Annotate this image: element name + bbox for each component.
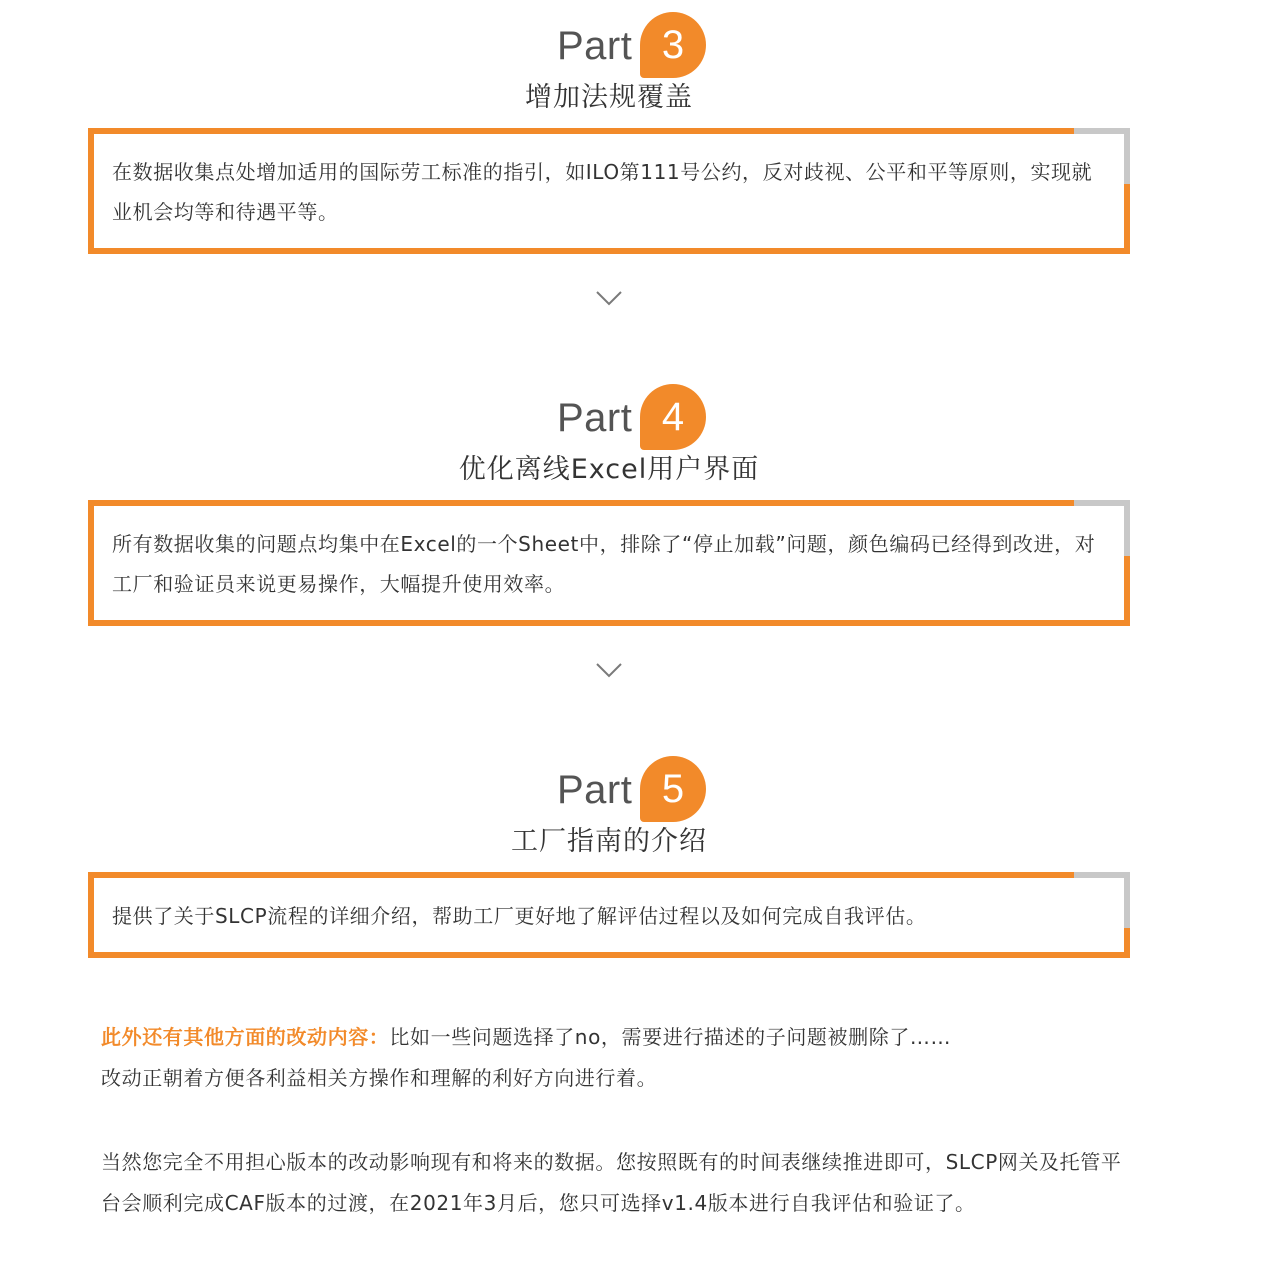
part-content: 所有数据收集的问题点均集中在Excel的一个Sheet中，排除了“停止加载”问题，颜色编码已经得到改进，对工厂和验证员来说更易操作，大幅提升使用效率。 bbox=[112, 532, 1096, 596]
chevron-down-icon bbox=[596, 662, 622, 678]
other-changes-line2: 改动正朝着方便各利益相关方操作和理解的利好方向进行着。 bbox=[101, 1066, 658, 1090]
part-content: 在数据收集点处增加适用的国际劳工标准的指引，如ILO第111号公约，反对歧视、公平和平等原则，实现就业机会均等和待遇平等。 bbox=[112, 160, 1093, 224]
part-title: 优化离线Excel用户界面 bbox=[458, 454, 760, 485]
other-changes-paragraph bbox=[101, 1017, 1141, 1099]
part-word: Part bbox=[557, 768, 633, 812]
part-title: 增加法规覆盖 bbox=[525, 82, 693, 113]
part-word: Part bbox=[557, 396, 633, 440]
part-5-content-box bbox=[88, 872, 1130, 958]
part-title: 工厂指南的介绍 bbox=[511, 826, 707, 857]
other-changes-text: 比如一些问题选择了no，需要进行描述的子问题被删除了…… bbox=[389, 1025, 952, 1049]
part-3-header bbox=[0, 0, 1268, 120]
part-content: 提供了关于SLCP流程的详细介绍，帮助工厂更好地了解评估过程以及如何完成自我评估。 bbox=[112, 904, 927, 928]
part-4-header bbox=[0, 372, 1268, 492]
part-number-badge: 4 bbox=[640, 384, 706, 450]
part-number-badge: 5 bbox=[640, 756, 706, 822]
part-5-header bbox=[0, 744, 1268, 864]
part-3-content-box bbox=[88, 128, 1130, 254]
other-changes-highlight: 此外还有其他方面的改动内容： bbox=[101, 1025, 390, 1049]
closing-paragraph: 当然您完全不用担心版本的改动影响现有和将来的数据。您按照既有的时间表继续推进即可，SLCP网关及托管平台会顺利完成CAF版本的过渡，在2021年3月后，您只可选择v1.4版本进行自我评估和验证了。 bbox=[101, 1150, 1122, 1215]
part-4-content-box bbox=[88, 500, 1130, 626]
part-word: Part bbox=[557, 24, 633, 68]
part-number-badge: 3 bbox=[640, 12, 706, 78]
chevron-down-icon bbox=[596, 290, 622, 306]
